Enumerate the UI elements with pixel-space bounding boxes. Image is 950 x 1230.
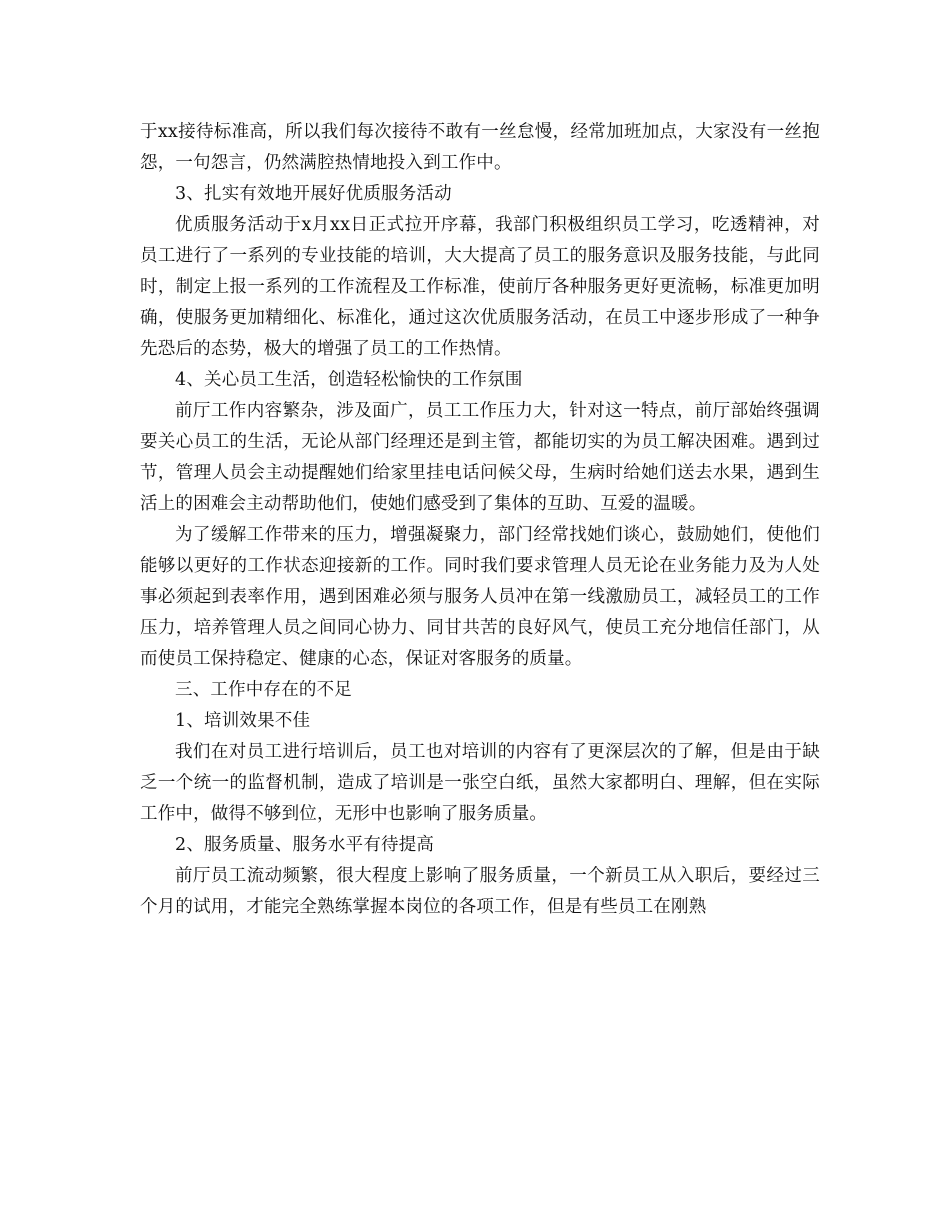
body-paragraph-relieve-pressure: 为了缓解工作带来的压力，增强凝聚力，部门经常找她们谈心，鼓励她们，使他们能够以更好的工作状态迎接新的工作。同时我们要求管理人员无论在业务能力及为人处事必须起到表率作用，遇到困难必须与服务人员冲在第一线激励员工，减轻员工的工作压力，培养管理人员之间同心协力、同甘共苦的良好风气，使员工充分地信任部门，从而使员工保持稳定、健康的心态，保证对客服务的质量。 [140,525,820,669]
body-paragraph-employee-care: 前厅工作内容繁杂，涉及面广，员工工作压力大，针对这一特点，前厅部始终强调要关心员工的生活，无论从部门经理还是到主管，都能切实的为员工解决困难。遇到过节，管理人员会主动提醒她们给家里挂电话问候父母，生病时给她们送去水果，遇到生活上的困难会主动帮助他们，使她们感受到了集体的互助、互爱的温暖。 [140,401,820,514]
subheading-employee-care: 4、关心员工生活，创造轻松愉快的工作氛围 [175,370,523,390]
subheading-service-level: 2、服务质量、服务水平有待提高 [175,835,435,855]
section-heading-shortcomings: 三、工作中存在的不足 [175,680,352,700]
subheading-training: 1、培训效果不佳 [175,711,311,731]
subheading-quality-service: 3、扎实有效地开展好优质服务活动 [175,184,452,204]
body-paragraph-continuation: 于xx接待标准高，所以我们每次接待不敢有一丝怠慢，经常加班加点，大家没有一丝抱怨，一句怨言，仍然满腔热情地投入到工作中。 [140,122,820,173]
body-paragraph-quality-service: 优质服务活动于x月xx日正式拉开序幕，我部门积极组织员工学习，吃透精神，对员工进行了一系列的专业技能的培训，大大提高了员工的服务意识及服务技能，与此同时，制定上报一系列的工作流程及工作标准，使前厅各种服务更好更流畅，标准更加明确，使服务更加精细化、标准化，通过这次优质服务活动，在员工中逐步形成了一种争先恐后的态势，极大的增强了员工的工作热情。 [140,215,820,359]
body-paragraph-training: 我们在对员工进行培训后，员工也对培训的内容有了更深层次的了解，但是由于缺乏一个统一的监督机制，造成了培训是一张空白纸，虽然大家都明白、理解，但在实际工作中，做得不够到位，无形中也影响了服务质量。 [140,742,820,824]
body-paragraph-service-level: 前厅员工流动频繁，很大程度上影响了服务质量，一个新员工从入职后，要经过三个月的试用，才能完全熟练掌握本岗位的各项工作，但是有些员工在刚熟 [140,866,820,917]
